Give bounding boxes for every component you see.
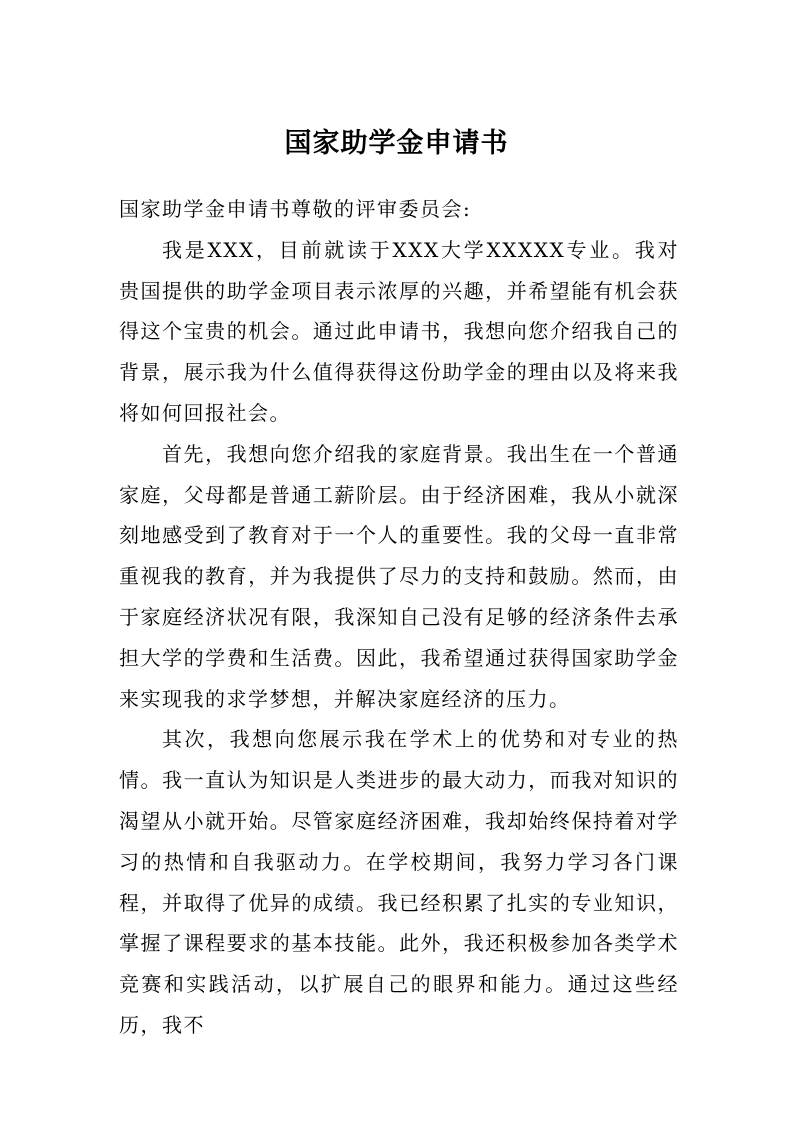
salutation-line: 国家助学金申请书尊敬的评审委员会: (119, 197, 472, 221)
document-title: 国家助学金申请书 (284, 128, 509, 159)
paragraph-academic-strengths: 其次，我想向您展示我在学术上的优势和对专业的热情。我一直认为知识是人类进步的最大动力，而我对知识的渴望从小就开始。尽管家庭经济困难，我却始终保持着对学习的热情和自我驱动力。在学校期间，我努力学习各门课程，并取得了优异的成绩。我已经积累了扎实的专业知识，掌握了课程要求的基本技能。此外，我还积极参加各类学术竞赛和实践活动，以扩展自己的眼界和能力。通过这些经历，我不 (119, 727, 679, 1037)
paragraph-introduction: 我是XXX，目前就读于XXX大学XXXXX专业。我对贵国提供的助学金项目表示浓厚的兴趣，并希望能有机会获得这个宝贵的机会。通过此申请书，我想向您介绍我自己的背景，展示我为什么值得获得这份助学金的理由以及将来我将如何回报社会。 (119, 237, 679, 425)
document-body (119, 189, 679, 1046)
paragraph-family-background: 首先，我想向您介绍我的家庭背景。我出生在一个普通家庭，父母都是普通工薪阶层。由于经济困难，我从小就深刻地感受到了教育对于一个人的重要性。我的父母一直非常重视我的教育，并为我提供了尽力的支持和鼓励。然而，由于家庭经济状况有限，我深知自己没有足够的经济条件去承担大学的学费和生活费。因此，我希望通过获得国家助学金来实现我的求学梦想，并解决家庭经济的压力。 (119, 441, 679, 711)
